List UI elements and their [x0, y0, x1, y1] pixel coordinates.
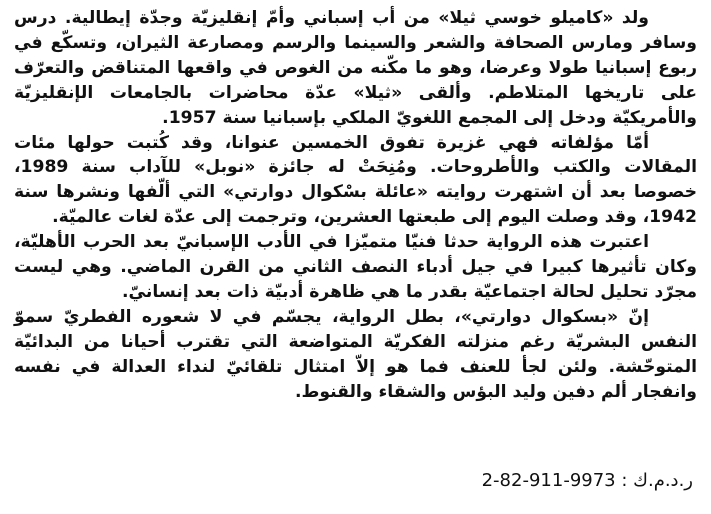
- paragraph-biography: ولد «كاميلو خوسي ثيلا» من أب إسباني وأمّ إنقليزيّة وجدّة إيطالية. درس وسافر ومارس الصحافة والشعر والسينما والرسم ومصارعة الثيران، وتسكّع في ربوع إسبانيا طولا وعرضا، وهو ما مكّنه من الغوص في واقعها المتناقض والتعرّف على تاريخها المتلاطم. وألقى «ثيلا» عدّة محاضرات بالجامعات الإنقليزيّة والأمريكيّة ودخل إلى المجمع اللغويّ الملكي بإسبانيا سنة 1957.: [14, 8, 697, 128]
- isbn-line: [482, 470, 693, 491]
- paragraph-protagonist: إنّ «بسكوال دوارتي»، بطل الرواية، يجسّم في لا شعوره الفطريّ سموّ النفس البشريّة رغم منزلته الفكريّة المتواضعة التي تقترب أحيانا من البدائيّة المتوحّشة. ولئن لجأ للعنف فما هو إلاّ امتثال تلقائيّ لنداء العدالة في نفسه وانفجار ألم دفين وليد البؤس والشقاء والقنوط.: [14, 306, 697, 402]
- paragraph-works: أمّا مؤلفاته فهي غزيرة تفوق الخمسين عنوانا، وقد كُتبت حولها مئات المقالات والكتب والأطروحات. ومُنِحَتْ له جائزة «نوبل» للآداب سنة 1989، خصوصا بعد أن اشتهرت روايته «عائلة بسْكوال دوارتي» التي ألّفها ونشرها سنة 1942، وقد وصلت اليوم إلى طبعتها العشرين، وترجمت إلى عدّة لغات عالميّة.: [14, 132, 697, 228]
- paragraph-novel-impact: اعتبرت هذه الرواية حدثا فنيّا متميّزا في الأدب الإسبانيّ بعد الحرب الأهليّة، وكان تأثيرها كبيرا في جيل أدباء النصف الثاني من القرن الماضي. وهي ليست مجرّد تحليل لحالة اجتماعيّة بقدر ما هي ظاهرة أدبيّة ذات بعد إنسانيّ.: [14, 232, 697, 302]
- document-body: [14, 6, 697, 405]
- isbn-label: ر.د.م.ك :: [615, 470, 693, 491]
- isbn-number: 9973-911-82-2: [481, 470, 616, 491]
